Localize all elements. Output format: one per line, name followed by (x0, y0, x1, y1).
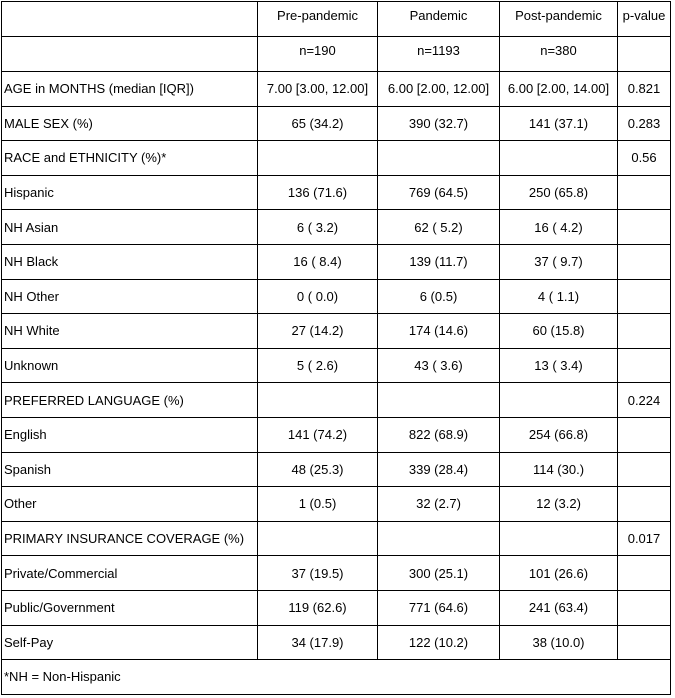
table-cell-pre-pandemic (258, 141, 378, 176)
table-cell-p-value (618, 556, 671, 591)
header-cell-blank (2, 2, 258, 37)
table-cell-pandemic: 769 (64.5) (378, 175, 500, 210)
table-cell-p-value (618, 625, 671, 660)
table-cell-p-value (618, 590, 671, 625)
table-row (2, 314, 671, 349)
table-row (2, 348, 671, 383)
table-row (2, 383, 671, 418)
table-row (2, 244, 671, 279)
table-cell-pre-pandemic: 5 ( 2.6) (258, 348, 378, 383)
table-cell-pandemic: 43 ( 3.6) (378, 348, 500, 383)
table-cell-p-value: 0.017 (618, 521, 671, 556)
table-cell-post-pandemic: 38 (10.0) (500, 625, 618, 660)
table-cell-pandemic: 139 (11.7) (378, 244, 500, 279)
table-cell-post-pandemic: 141 (37.1) (500, 106, 618, 141)
header-cell-p-value: p-value (618, 2, 671, 37)
table-cell-pandemic: 122 (10.2) (378, 625, 500, 660)
table-cell-label: NH Other (2, 279, 258, 314)
table-cell-label: PREFERRED LANGUAGE (%) (2, 383, 258, 418)
header-cell-pandemic: Pandemic (378, 2, 500, 37)
table-cell-post-pandemic (500, 521, 618, 556)
table-cell-pandemic: 822 (68.9) (378, 417, 500, 452)
demographics-table (1, 1, 671, 695)
table-cell-pre-pandemic: 16 ( 8.4) (258, 244, 378, 279)
table-cell-pandemic: 339 (28.4) (378, 452, 500, 487)
table-cell-pre-pandemic: 6 ( 3.2) (258, 210, 378, 245)
footnote-row (2, 660, 671, 695)
table-cell-p-value: 0.56 (618, 141, 671, 176)
table-row (2, 279, 671, 314)
table-row (2, 556, 671, 591)
table-cell-pandemic (378, 141, 500, 176)
table-cell-post-pandemic (500, 141, 618, 176)
table-cell-post-pandemic: 101 (26.6) (500, 556, 618, 591)
table-row (2, 141, 671, 176)
table-cell-pre-pandemic: 119 (62.6) (258, 590, 378, 625)
table-cell-pre-pandemic (258, 521, 378, 556)
table-row (2, 417, 671, 452)
table-cell-p-value (618, 487, 671, 522)
table-cell-post-pandemic: 13 ( 3.4) (500, 348, 618, 383)
table-row (2, 106, 671, 141)
count-cell-p-value (618, 37, 671, 72)
table-cell-post-pandemic: 12 (3.2) (500, 487, 618, 522)
table-cell-post-pandemic: 6.00 [2.00, 14.00] (500, 72, 618, 107)
count-cell-post-pandemic: n=380 (500, 37, 618, 72)
table-cell-label: Public/Government (2, 590, 258, 625)
table-cell-label: AGE in MONTHS (median [IQR]) (2, 72, 258, 107)
table-cell-post-pandemic: 241 (63.4) (500, 590, 618, 625)
table-cell-post-pandemic: 16 ( 4.2) (500, 210, 618, 245)
table-cell-label: NH Black (2, 244, 258, 279)
table-row (2, 175, 671, 210)
table-cell-label: PRIMARY INSURANCE COVERAGE (%) (2, 521, 258, 556)
count-cell-pre-pandemic: n=190 (258, 37, 378, 72)
table-cell-label: English (2, 417, 258, 452)
table-cell-pre-pandemic: 37 (19.5) (258, 556, 378, 591)
count-cell-blank (2, 37, 258, 72)
table-cell-p-value (618, 417, 671, 452)
table-cell-pandemic: 6 (0.5) (378, 279, 500, 314)
table-cell-pandemic: 6.00 [2.00, 12.00] (378, 72, 500, 107)
table-cell-label: Unknown (2, 348, 258, 383)
table-cell-post-pandemic: 37 ( 9.7) (500, 244, 618, 279)
table-cell-p-value (618, 210, 671, 245)
table-row (2, 590, 671, 625)
table-row (2, 487, 671, 522)
table-cell-p-value (618, 279, 671, 314)
table-row (2, 452, 671, 487)
table-cell-p-value: 0.283 (618, 106, 671, 141)
table-cell-pre-pandemic: 27 (14.2) (258, 314, 378, 349)
table-row (2, 72, 671, 107)
table-cell-p-value (618, 348, 671, 383)
header-cell-pre-pandemic: Pre-pandemic (258, 2, 378, 37)
table-cell-label: Hispanic (2, 175, 258, 210)
table-cell-label: Other (2, 487, 258, 522)
count-cell-pandemic: n=1193 (378, 37, 500, 72)
table-cell-post-pandemic: 60 (15.8) (500, 314, 618, 349)
table-cell-pre-pandemic: 34 (17.9) (258, 625, 378, 660)
table-cell-label: NH White (2, 314, 258, 349)
table-cell-pandemic (378, 521, 500, 556)
table-cell-pre-pandemic: 1 (0.5) (258, 487, 378, 522)
header-row (2, 2, 671, 37)
table-cell-p-value: 0.821 (618, 72, 671, 107)
header-cell-post-pandemic: Post-pandemic (500, 2, 618, 37)
table-cell-pre-pandemic: 48 (25.3) (258, 452, 378, 487)
table-cell-pandemic: 390 (32.7) (378, 106, 500, 141)
table-cell-p-value (618, 314, 671, 349)
table-row (2, 210, 671, 245)
table-cell-pre-pandemic (258, 383, 378, 418)
count-row (2, 37, 671, 72)
table-cell-p-value (618, 452, 671, 487)
table-cell-pandemic: 771 (64.6) (378, 590, 500, 625)
table-cell-pandemic: 300 (25.1) (378, 556, 500, 591)
table-cell-post-pandemic: 254 (66.8) (500, 417, 618, 452)
table-cell-pre-pandemic: 136 (71.6) (258, 175, 378, 210)
table-cell-label: MALE SEX (%) (2, 106, 258, 141)
table-cell-label: RACE and ETHNICITY (%)* (2, 141, 258, 176)
table-cell-p-value (618, 175, 671, 210)
table-cell-pandemic: 62 ( 5.2) (378, 210, 500, 245)
table-row (2, 625, 671, 660)
table-cell-pandemic: 174 (14.6) (378, 314, 500, 349)
table-cell-p-value (618, 244, 671, 279)
footnote: *NH = Non-Hispanic (2, 660, 671, 695)
table-cell-post-pandemic: 250 (65.8) (500, 175, 618, 210)
table-cell-label: Self-Pay (2, 625, 258, 660)
table-cell-post-pandemic (500, 383, 618, 418)
table-body (2, 2, 671, 695)
table-cell-post-pandemic: 4 ( 1.1) (500, 279, 618, 314)
table-cell-label: Private/Commercial (2, 556, 258, 591)
table-cell-label: NH Asian (2, 210, 258, 245)
table-cell-pre-pandemic: 0 ( 0.0) (258, 279, 378, 314)
table-cell-pre-pandemic: 141 (74.2) (258, 417, 378, 452)
table-cell-p-value: 0.224 (618, 383, 671, 418)
table-cell-pre-pandemic: 65 (34.2) (258, 106, 378, 141)
table-cell-pre-pandemic: 7.00 [3.00, 12.00] (258, 72, 378, 107)
table-cell-pandemic: 32 (2.7) (378, 487, 500, 522)
table-row (2, 521, 671, 556)
table-cell-label: Spanish (2, 452, 258, 487)
table-cell-pandemic (378, 383, 500, 418)
table-cell-post-pandemic: 114 (30.) (500, 452, 618, 487)
